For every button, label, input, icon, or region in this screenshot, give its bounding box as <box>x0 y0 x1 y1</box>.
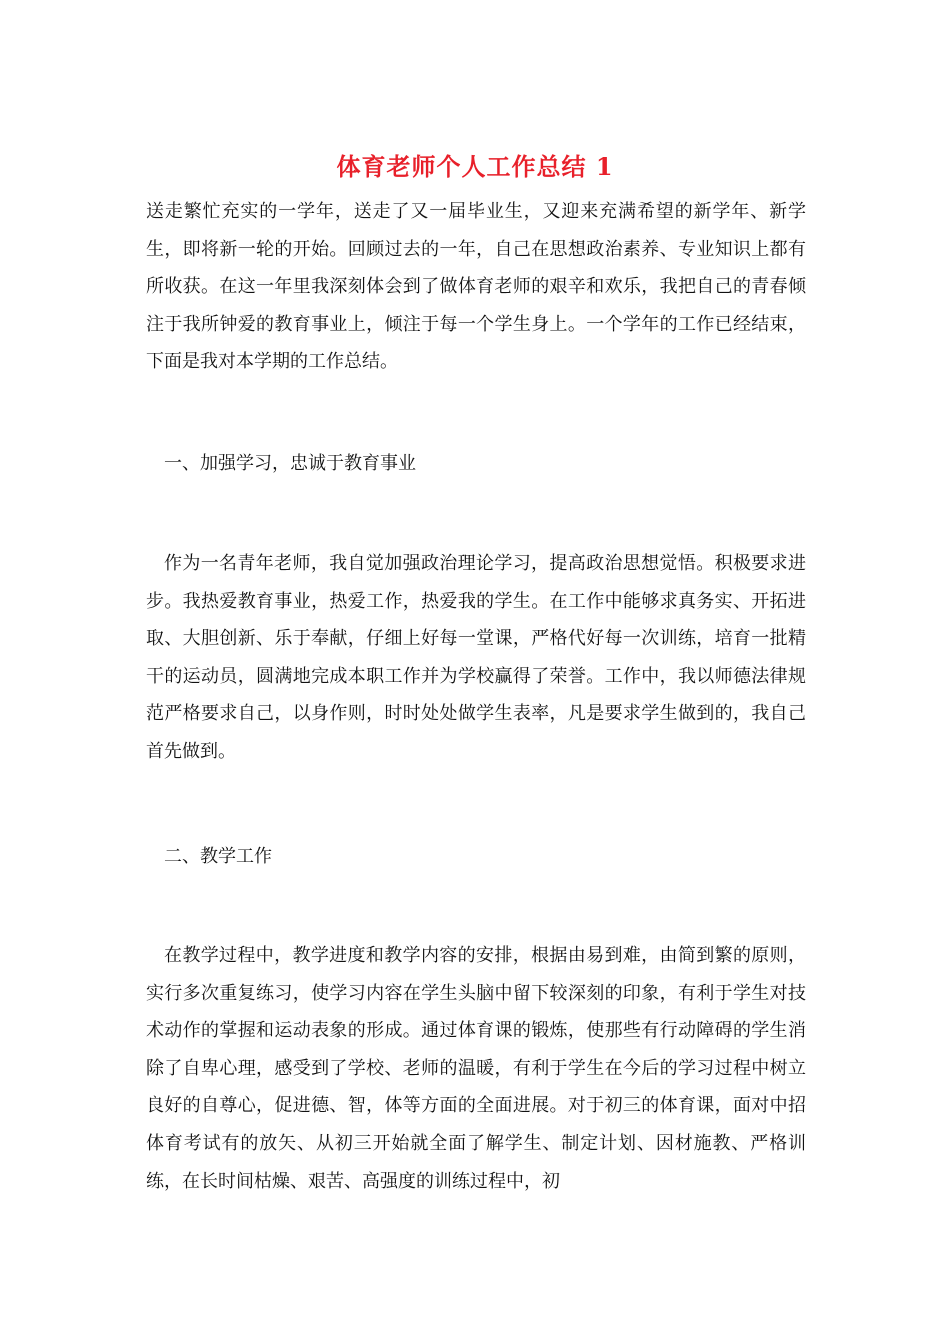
section-heading-2: 二、教学工作 <box>164 846 272 867</box>
document-title: 体育老师个人工作总结 1 <box>336 152 614 181</box>
section-body-1: 作为一名青年老师，我自觉加强政治理论学习，提高政治思想觉悟。积极要求进步。我热爱教育事业，热爱工作，热爱我的学生。在工作中能够求真务实、开拓进取、大胆创新、乐于奉献，仔细上好每一堂课，严格代好每一次训练，培育一批精干的运动员，圆满地完成本职工作并为学校赢得了荣誉。工作中，我以师德法律规范严格要求自己，以身作则，时时处处做学生表率，凡是要求学生做到的，我自己首先做到。 <box>146 553 806 762</box>
section-body-2: 在教学过程中，教学进度和教学内容的安排，根据由易到难，由简到繁的原则，实行多次重复练习，使学习内容在学生头脑中留下较深刻的印象，有利于学生对技术动作的掌握和运动表象的形成。通过体育课的锻炼，使那些有行动障碍的学生消除了自卑心理，感受到了学校、老师的温暖，有利于学生在今后的学习过程中树立良好的自尊心，促进德、智，体等方面的全面进展。对于初三的体育课，面对中招体育考试有的放矢、从初三开始就全面了解学生、制定计划、因材施教、严格训练，在长时间枯燥、艰苦、高强度的训练过程中，初 <box>146 945 806 1192</box>
intro-paragraph: 送走繁忙充实的一学年，送走了又一届毕业生，又迎来充满希望的新学年、新学生，即将新一轮的开始。回顾过去的一年，自己在思想政治素养、专业知识上都有所收获。在这一年里我深刻体会到了做体育老师的艰辛和欢乐，我把自己的青春倾注于我所钟爱的教育事业上，倾注于每一个学生身上。一个学年的工作已经结束，下面是我对本学期的工作总结。 <box>146 201 806 373</box>
section-heading-1: 一、加强学习，忠诚于教育事业 <box>164 453 416 474</box>
